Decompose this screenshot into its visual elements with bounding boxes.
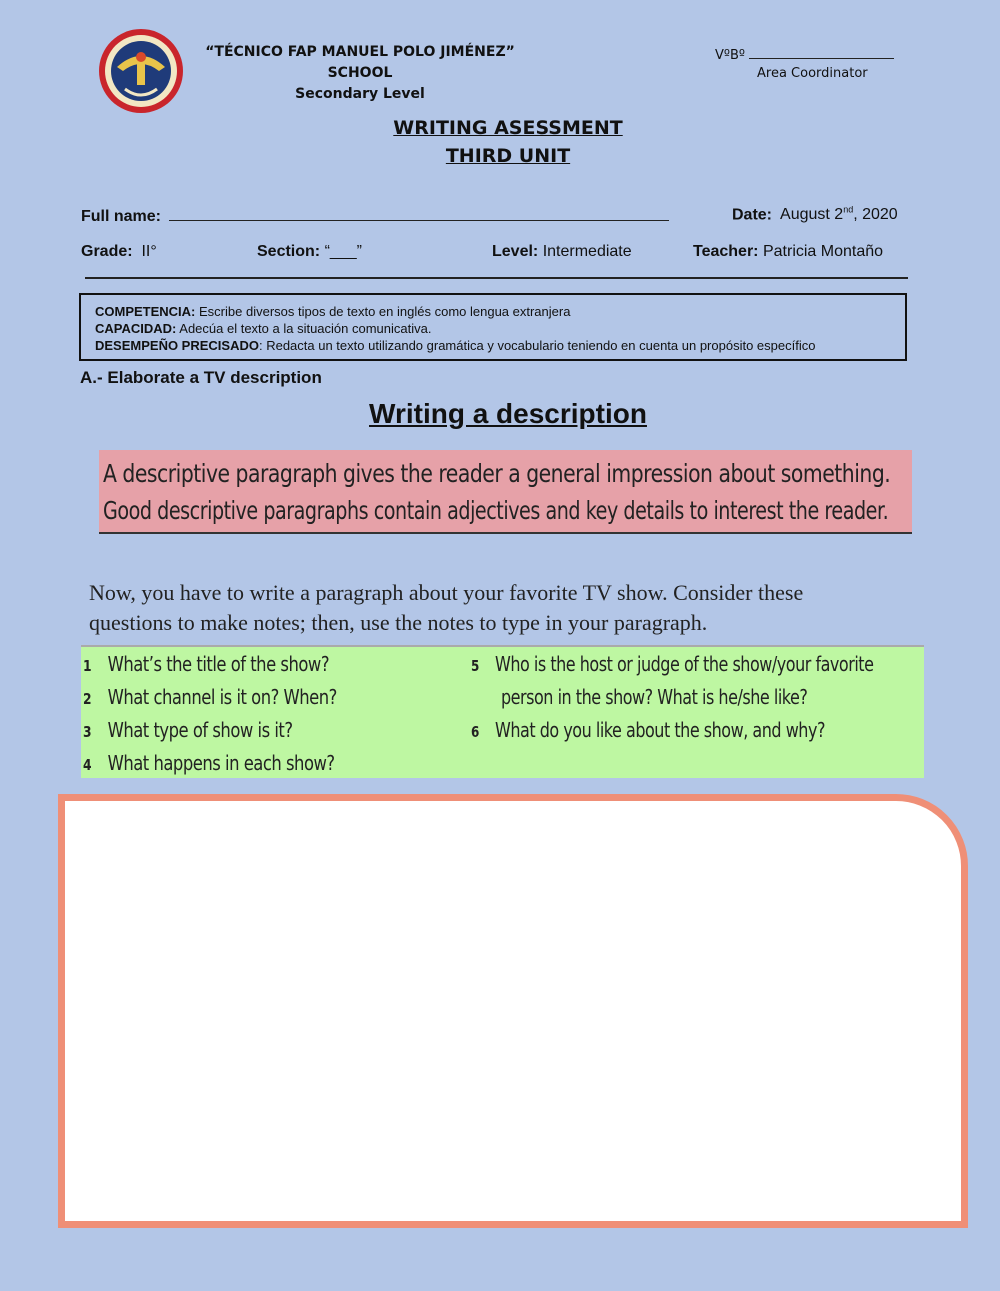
question-item: 4 What happens in each show? bbox=[83, 751, 335, 775]
area-coordinator-label: Area Coordinator bbox=[757, 66, 868, 81]
grade-value: II° bbox=[141, 243, 157, 260]
assessment-title bbox=[380, 114, 636, 170]
school-header bbox=[195, 42, 525, 105]
section-label: Section: bbox=[257, 243, 321, 260]
question-item-continued: person in the show? What is he/she like? bbox=[501, 685, 808, 709]
teacher-field bbox=[693, 243, 883, 261]
question-item: 3 What type of show is it? bbox=[83, 718, 293, 742]
question-item: 6 What do you like about the show, and why? bbox=[471, 718, 825, 742]
teacher-value: Patricia Montaño bbox=[762, 243, 884, 260]
level-label: Level: bbox=[492, 243, 539, 260]
section-field bbox=[257, 243, 362, 261]
title-line-1: WRITING ASESSMENT bbox=[393, 117, 623, 139]
definition-line-1: A descriptive paragraph gives the reader a general impression about something. bbox=[103, 459, 891, 488]
section-value[interactable]: “___” bbox=[324, 243, 362, 260]
date-row bbox=[732, 205, 898, 224]
instructions-line-2: questions to make notes; then, use the notes to type in your paragraph. bbox=[89, 610, 708, 635]
instructions-line-1: Now, you have to write a paragraph about your favorite TV show. Consider these bbox=[89, 580, 804, 605]
question-item: 5 Who is the host or judge of the show/your favorite bbox=[471, 652, 874, 676]
desempeno-line: DESEMPEÑO PRECISADO: Redacta un texto utilizando gramática y vocabulario teniendo en cuenta un propósito específico bbox=[95, 338, 816, 353]
school-level: Secondary Level bbox=[295, 86, 425, 102]
vobo-signature-line[interactable] bbox=[749, 46, 894, 59]
date-value: August 2nd, 2020 bbox=[780, 205, 898, 224]
fullname-row bbox=[81, 205, 669, 226]
school-crest-logo bbox=[97, 27, 185, 115]
school-name: “TÉCNICO FAP MANUEL POLO JIMÉNEZ” SCHOOL bbox=[205, 44, 515, 81]
teacher-label: Teacher: bbox=[693, 243, 759, 260]
vobo-signature bbox=[715, 46, 894, 63]
question-item: 1 What’s the title of the show? bbox=[83, 652, 330, 676]
grade-field bbox=[81, 243, 157, 261]
definition-line-2: Good descriptive paragraphs contain adjectives and key details to interest the reader. bbox=[103, 496, 889, 525]
grade-label: Grade: bbox=[81, 243, 133, 260]
paragraph-answer-box[interactable] bbox=[58, 794, 968, 1228]
questions-box bbox=[81, 645, 924, 778]
level-field bbox=[492, 243, 632, 261]
competencia-line: COMPETENCIA: Escribe diversos tipos de texto en inglés como lengua extranjera bbox=[95, 304, 571, 319]
writing-description-title: Writing a description bbox=[369, 398, 647, 429]
title-line-2: THIRD UNIT bbox=[445, 145, 571, 167]
capacidad-line: CAPACIDAD: Adecúa el texto a la situación comunicativa. bbox=[95, 321, 432, 336]
section-a-heading: A.- Elaborate a TV description bbox=[80, 368, 322, 387]
fullname-field[interactable] bbox=[169, 205, 669, 221]
competencia-box bbox=[79, 293, 907, 361]
date-label: Date: bbox=[732, 206, 773, 224]
level-value: Intermediate bbox=[542, 243, 632, 260]
description-definition-box bbox=[99, 450, 912, 534]
header-divider bbox=[85, 277, 908, 279]
vobo-label: VºBº bbox=[715, 48, 746, 63]
fullname-label: Full name: bbox=[81, 208, 162, 225]
instructions bbox=[89, 578, 949, 638]
question-item: 2 What channel is it on? When? bbox=[83, 685, 337, 709]
